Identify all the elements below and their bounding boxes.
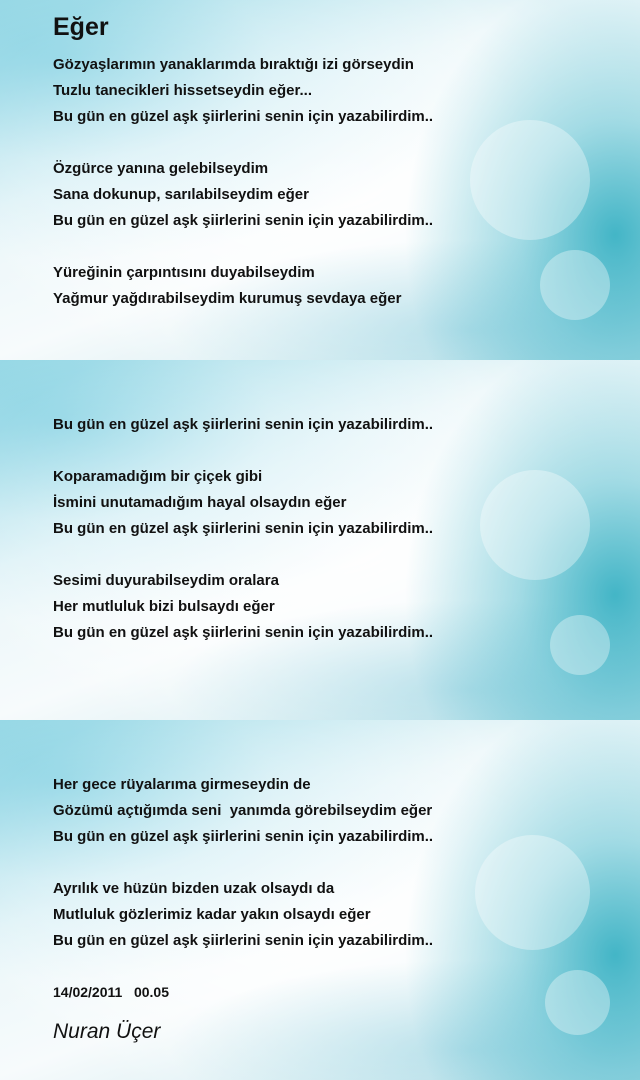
poem-line: Yağmur yağdırabilseydim kurumuş sevdaya eğer xyxy=(53,290,402,307)
poem-line: Bu gün en güzel aşk şiirlerini senin için yazabilirdim.. xyxy=(53,520,434,537)
poem-title: Eğer xyxy=(53,13,109,41)
poem-line: Bu gün en güzel aşk şiirlerini senin için yazabilirdim.. xyxy=(53,416,434,433)
bokeh-decoration xyxy=(475,835,590,950)
poem-line: Her mutluluk bizi bulsaydı eğer xyxy=(53,598,275,615)
poem-line: Mutluluk gözlerimiz kadar yakın olsaydı eğer xyxy=(53,906,371,923)
poem-line: Yüreğinin çarpıntısını duyabilseydim xyxy=(53,264,315,281)
bokeh-decoration xyxy=(545,970,610,1035)
bokeh-decoration xyxy=(480,470,590,580)
author-signature: Nuran Üçer xyxy=(53,1020,161,1043)
poem-line: Ayrılık ve hüzün bizden uzak olsaydı da xyxy=(53,880,335,897)
poem-line: Tuzlu tanecikleri hissetseydin eğer... xyxy=(53,82,312,99)
poem-line: Bu gün en güzel aşk şiirlerini senin için yazabilirdim.. xyxy=(53,624,434,641)
poem-line: Özgürce yanına gelebilseydim xyxy=(53,160,269,177)
poem-line: Sesimi duyurabilseydim oralara xyxy=(53,572,279,589)
poem-line: İsmini unutamadığım hayal olsaydın eğer xyxy=(53,494,347,511)
bokeh-decoration xyxy=(550,615,610,675)
poem-date: 14/02/2011 00.05 xyxy=(53,984,169,1000)
poem-line: Gözyaşlarımın yanaklarımda bıraktığı izi görseydin xyxy=(53,56,414,73)
poem-line: Bu gün en güzel aşk şiirlerini senin için yazabilirdim.. xyxy=(53,108,434,125)
poem-line: Bu gün en güzel aşk şiirlerini senin için yazabilirdim.. xyxy=(53,932,434,949)
poem-line: Bu gün en güzel aşk şiirlerini senin için yazabilirdim.. xyxy=(53,828,434,845)
poem-line: Gözümü açtığımda seni yanımda görebilseydim eğer xyxy=(53,802,433,819)
poem-line: Koparamadığım bir çiçek gibi xyxy=(53,468,263,485)
bokeh-decoration xyxy=(470,120,590,240)
poem-panel-3 xyxy=(0,720,640,1080)
bokeh-decoration xyxy=(540,250,610,320)
poem-panel-1 xyxy=(0,0,640,360)
poem-line: Sana dokunup, sarılabilseydim eğer xyxy=(53,186,309,203)
poem-line: Bu gün en güzel aşk şiirlerini senin için yazabilirdim.. xyxy=(53,212,434,229)
poem-line: Her gece rüyalarıma girmeseydin de xyxy=(53,776,311,793)
poem-panel-2 xyxy=(0,360,640,720)
